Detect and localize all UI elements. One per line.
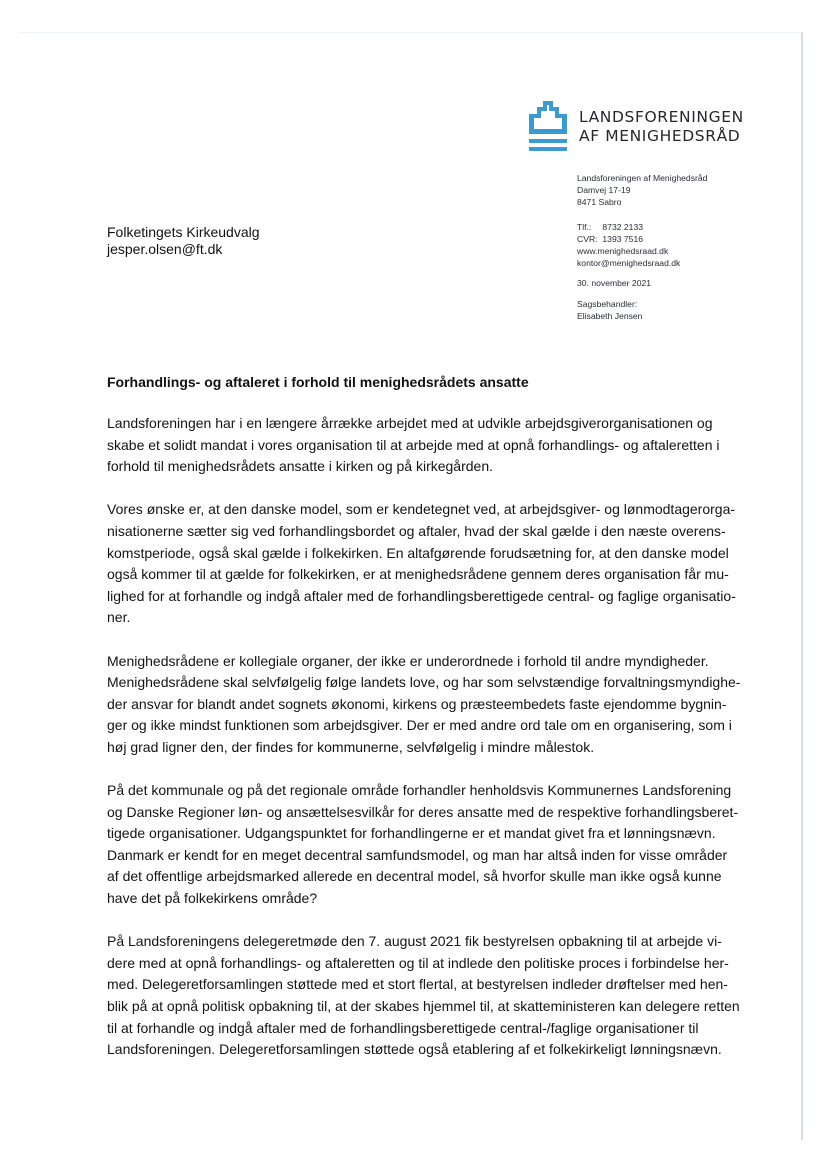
recipient-block [107,224,260,258]
sender-website-link[interactable]: www.menighedsraad.dk [577,246,669,257]
paragraph-line: komstperiode, også skal gælde i folkekirken. En altafgørende forudsætning for, at den danske model [107,544,729,561]
paragraph-line: af det offentlige arbejdsmarked allerede en decentral model, så hvorfor skulle man ikke også kunne [107,868,722,885]
paragraph-line: til at forhandle og indgå aftaler med de forhandlingsberettigede central-/faglige organisationer til [107,1019,699,1036]
scan-edge-right [801,32,803,1140]
phone-number: 8732 2133 [602,221,644,232]
paragraph-line: Vores ønske er, at den danske model, som er kendetegnet ved, at arbejdsgiver- og lønmodtagerorga- [107,501,736,518]
paragraph-line: Menighedsrådene er kollegiale organer, der ikke er underordnede i forhold til andre myndigheder. [107,652,709,669]
letter-subject: Forhandlings- og aftaleret i forhold til menighedsrådets ansatte [107,374,529,390]
letter-body [107,413,741,1082]
caseworker-label: Sagsbehandler: [577,298,638,309]
cvr-number: 1393 7516 [602,233,644,244]
body-paragraph [107,651,741,759]
caseworker-name: Elisabeth Jensen [577,310,643,321]
paragraph-line: have det på folkekirkens område? [107,890,318,907]
paragraph-line: ner. [107,609,131,626]
body-paragraph [107,413,719,478]
paragraph-line: På Landsforeningens delegeretmøde den 7. august 2021 fik bestyrelsen opbakning til at arbejde vi- [107,933,722,950]
paragraph-line: dere med at opnå forhandlings- og aftaleretten og til at indlede den politiske proces i forbindelse her- [107,954,729,971]
paragraph-line: tigede organisationer. Udgangspunktet for forhandlingerne er et mandat givet fra et lønningsnævn. [107,825,716,842]
logo-line-2: AF MENIGHEDSRÅD [579,127,741,145]
sender-info [577,172,707,322]
sender-phone-row [577,221,707,233]
body-paragraph [107,499,736,629]
paragraph-line: skabe et solidt mandat i vores organisation til at arbejde med at opnå forhandlings- og aftaleretten i [107,436,720,453]
paragraph-line: Landsforeningen har i en længere årrække arbejdet med at udvikle arbejdsgiverorganisationen og [107,415,713,431]
church-roof-waves-icon [529,101,567,153]
cvr-label: CVR: [577,233,598,244]
paragraph-line: Danmark er kendt for en meget decentral samfundsmodel, og man har altså inden for visse områder [107,846,728,863]
paragraph-line: Menighedsrådene skal selvfølgelig følge landets love, og har som selvstændige forvaltningsmyndighe- [107,674,741,691]
recipient-name: Folketingets Kirkeudvalg [107,224,260,240]
logo-line-1: LANDSFORENINGEN [579,108,744,126]
paragraph-line: blik på at opnå politisk opbakning til, at der skabes hjemmel til, at skatteministeren kan delegere retten [107,998,740,1015]
letter-date: 30. november 2021 [577,278,652,289]
organization-logo [529,101,744,153]
paragraph-line: På det kommunale og på det regionale område forhandler henholdsvis Kommunernes Landsforening [107,782,732,799]
body-paragraph [107,931,740,1061]
sender-email-link[interactable]: kontor@menighedsraad.dk [577,258,681,269]
sender-cvr-row [577,233,707,245]
phone-label: Tlf.: [577,221,592,232]
paragraph-line: lighed for at forhandle og indgå aftaler med de forhandlingsberettigede central- og faglige organisatio- [107,587,736,604]
recipient-email-link[interactable]: jesper.olsen@ft.dk [107,241,223,257]
logo-wordmark [579,108,744,146]
scan-edge-top [20,32,802,33]
paragraph-line: nisationerne sætter sig ved forhandlingsbordet og aftaler, hvad der skal gælde i den næste overens- [107,522,726,539]
sender-org: Landsforeningen af Menighedsråd [577,173,708,183]
paragraph-line: forhold til menighedsrådets ansatte i kirken og på kirkegården. [107,458,493,475]
paragraph-line: ger og ikke mindst funktionen som arbejdsgiver. Der er med andre ord tale om en organisering, som i [107,717,732,734]
sender-city: 8471 Sabro [577,197,622,208]
paragraph-line: og Danske Regioner løn- og ansættelsesvilkår for deres ansatte med de respektive forhandlingsberet- [107,803,739,820]
paragraph-line: med. Delegeretforsamlingen støttede med et stort flertal, at bestyrelsen indleder drøftelser med hen- [107,976,728,993]
paragraph-line: også kommer til at gælde for folkekirken, er at menighedsrådene gennem deres organisation får mu- [107,566,729,583]
sender-street: Damvej 17-19 [577,185,631,196]
body-paragraph [107,780,739,910]
paragraph-line: Landsforeningen. Delegeretforsamlingen støttede også etablering af et folkekirkeligt lønningsnævn. [107,1041,722,1058]
paragraph-line: høj grad ligner den, der findes for kommunerne, selvfølgelig i mindre målestok. [107,738,595,755]
paragraph-line: der ansvar for blandt andet sognets økonomi, kirkens og præsteembedets faste ejendomme bygnin- [107,695,727,712]
